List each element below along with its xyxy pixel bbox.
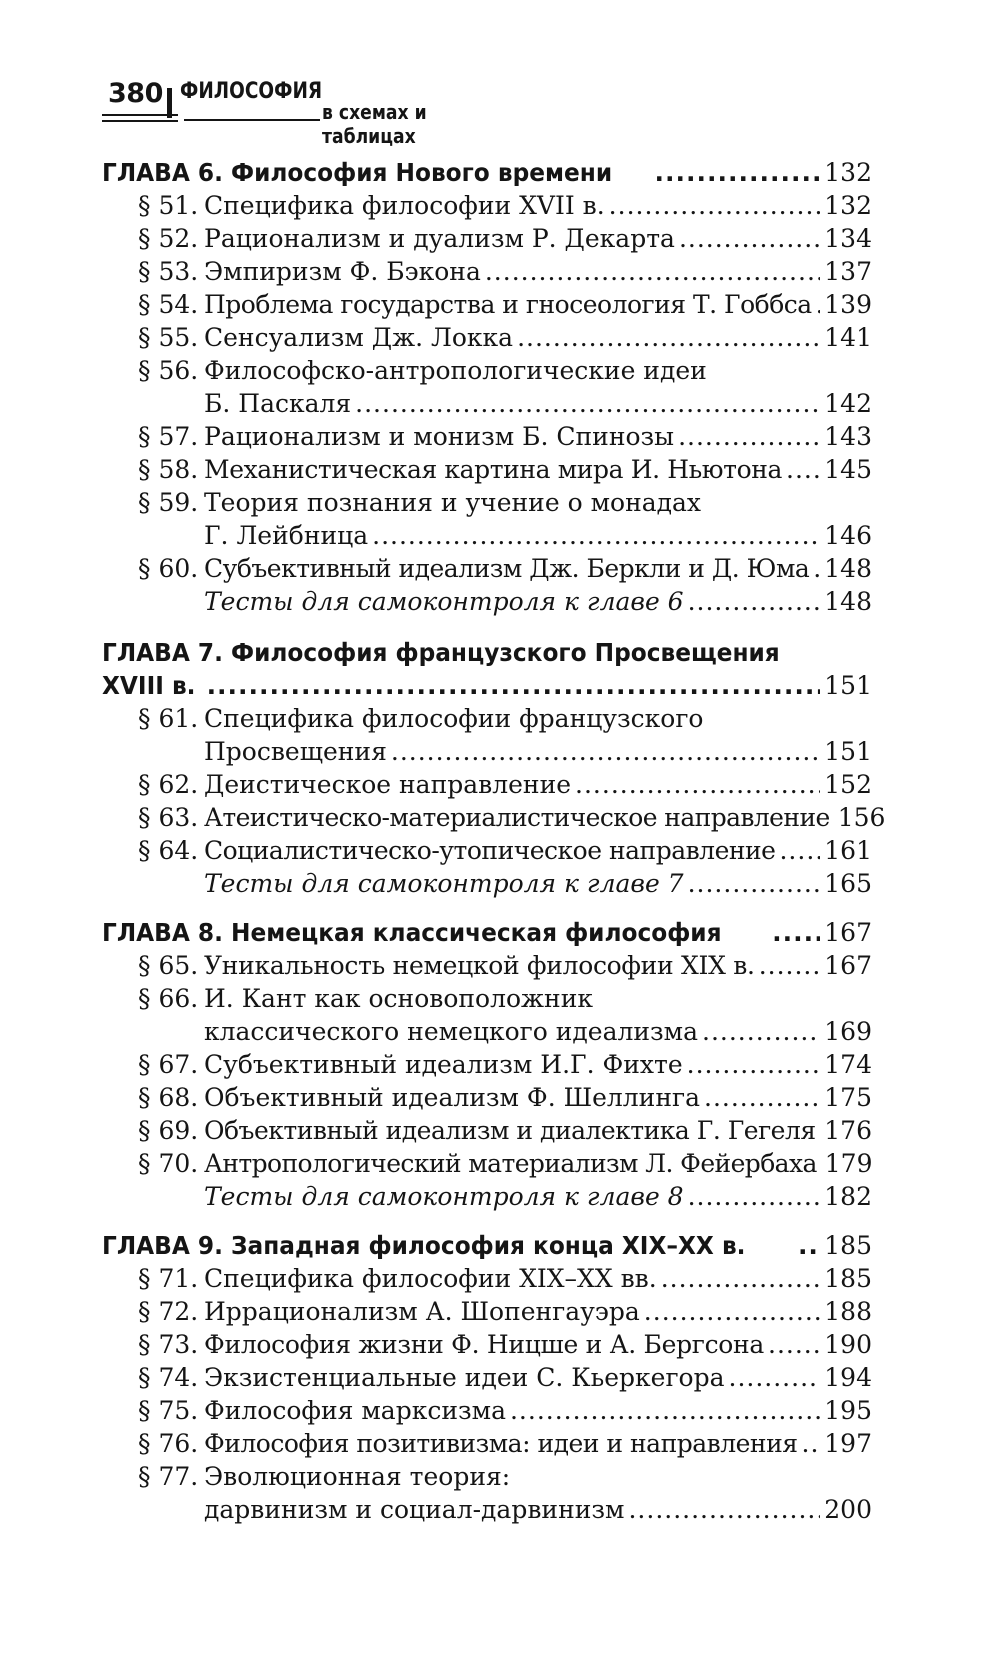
dot-leader xyxy=(702,1015,820,1049)
chapter-title-continued: XVIII в. xyxy=(102,671,196,700)
section-number: § 73. xyxy=(138,1330,199,1359)
dot-leader xyxy=(510,1394,820,1428)
section-title: Рационализм и монизм Б. Спинозы xyxy=(204,422,675,451)
section-number: § 53. xyxy=(138,257,199,286)
section-number: § 68. xyxy=(138,1083,199,1112)
page-ref: 174 xyxy=(824,1050,872,1079)
page-ref: 167 xyxy=(824,918,872,947)
dot-leader xyxy=(644,1295,820,1329)
page-ref: 188 xyxy=(824,1297,872,1326)
section-number: § 55. xyxy=(138,323,199,352)
dot-leader xyxy=(609,189,821,223)
section-title: Объективный идеализм и диалектика Г. Гегеля xyxy=(204,1116,816,1145)
section-number: § 66. xyxy=(138,984,199,1013)
section-title: Философско-антропологические идеи xyxy=(204,356,707,385)
section-number: § 51. xyxy=(138,191,199,220)
dot-leader xyxy=(786,453,820,487)
section-number: § 67. xyxy=(138,1050,199,1079)
page-ref: 165 xyxy=(824,869,872,898)
chapter-title: ГЛАВА 6. Философия Нового времени xyxy=(102,158,613,187)
section-title-continued: Б. Паскаля xyxy=(204,389,352,418)
page-ref: 151 xyxy=(824,737,872,766)
chapter-title: ГЛАВА 9. Западная философия конца XIX–XX в. xyxy=(102,1231,746,1260)
section-title: Социалистическо-утопическое направление xyxy=(204,836,776,865)
dot-leader xyxy=(688,585,821,619)
section-76-entry[interactable] xyxy=(138,1427,872,1461)
book-subtitle: в схемах и таблицах xyxy=(322,100,427,148)
page-ref: 169 xyxy=(824,1017,872,1046)
dot-leader xyxy=(372,519,820,553)
section-number: § 58. xyxy=(138,455,199,484)
page-ref: 194 xyxy=(824,1363,872,1392)
dot-leader xyxy=(813,552,820,586)
chapter-8-tests-entry[interactable] xyxy=(204,1180,872,1214)
page-ref: 132 xyxy=(824,191,872,220)
chapter-9-entry[interactable] xyxy=(102,1229,872,1263)
section-59-continuation[interactable] xyxy=(204,519,872,553)
section-66-entry[interactable] xyxy=(138,982,593,1016)
page-ref: 143 xyxy=(824,422,872,451)
page-ref: 185 xyxy=(824,1231,872,1260)
section-number: § 64. xyxy=(138,836,199,865)
chapter-title: ГЛАВА 8. Немецкая классическая философия xyxy=(102,918,722,947)
section-68-entry[interactable] xyxy=(138,1081,872,1115)
section-title: Деистическое направление xyxy=(204,770,572,799)
section-number: § 63. xyxy=(138,803,199,832)
section-title: Антропологический материализм Л. Фейербаха xyxy=(204,1149,817,1178)
dot-leader xyxy=(661,1262,821,1296)
page-ref: 179 xyxy=(824,1149,873,1178)
section-title: Иррационализм А. Шопенгауэра xyxy=(204,1297,640,1326)
section-title: Проблема государства и гносеология Т. Гоббса xyxy=(204,290,812,319)
section-54-entry[interactable] xyxy=(138,288,872,322)
section-65-entry[interactable] xyxy=(138,949,872,983)
section-74-entry[interactable] xyxy=(138,1361,872,1395)
page-ref: 145 xyxy=(824,455,872,484)
dot-leader xyxy=(759,949,821,983)
dot-leader xyxy=(820,1114,821,1148)
dot-leader xyxy=(207,669,821,703)
page-ref: 139 xyxy=(824,290,872,319)
section-67-entry[interactable] xyxy=(138,1048,872,1082)
section-title: Теория познания и учение о монадах xyxy=(204,488,702,517)
section-title: Эмпиризм Ф. Бэкона xyxy=(204,257,481,286)
page-ref: 148 xyxy=(824,587,872,616)
tests-title: Тесты для самоконтроля к главе 8 xyxy=(204,1182,684,1211)
page-ref: 156 xyxy=(837,803,886,832)
section-title-continued: дарвинизм и социал-дарвинизм xyxy=(204,1495,625,1524)
section-title-continued: Г. Лейбница xyxy=(204,521,369,550)
dot-leader xyxy=(679,222,820,256)
section-56-entry[interactable] xyxy=(138,354,707,388)
page-ref: 142 xyxy=(824,389,872,418)
dot-leader xyxy=(517,321,820,355)
section-66-continuation[interactable] xyxy=(204,1015,872,1049)
dot-leader xyxy=(772,916,820,950)
section-number: § 57. xyxy=(138,422,199,451)
section-77-continuation[interactable] xyxy=(204,1493,872,1527)
section-title: Субъективный идеализм Дж. Беркли и Д. Юма xyxy=(204,554,810,583)
section-69-entry[interactable] xyxy=(138,1114,872,1148)
section-55-entry[interactable] xyxy=(138,321,872,355)
section-number: § 52. xyxy=(138,224,199,253)
section-number: § 54. xyxy=(138,290,199,319)
dot-leader xyxy=(655,156,821,190)
section-56-continuation[interactable] xyxy=(204,387,872,421)
page-number: 380 xyxy=(108,78,163,109)
section-number: § 69. xyxy=(138,1116,199,1145)
section-62-entry[interactable] xyxy=(138,768,872,802)
page-ref: 152 xyxy=(824,770,872,799)
section-number: § 70. xyxy=(138,1149,199,1178)
page-ref: 151 xyxy=(824,671,872,700)
section-64-entry[interactable] xyxy=(138,834,872,868)
page-ref: 185 xyxy=(824,1264,872,1293)
section-58-entry[interactable] xyxy=(138,453,872,487)
page-ref: 167 xyxy=(824,951,872,980)
section-title: Механистическая картина мира И. Ньютона xyxy=(204,455,783,484)
section-title: Специфика философии XIX–XX вв. xyxy=(204,1264,657,1293)
dot-leader xyxy=(678,420,820,454)
section-number: § 71. xyxy=(138,1264,199,1293)
section-63-entry[interactable] xyxy=(138,801,886,835)
page-ref: 161 xyxy=(824,836,872,865)
tests-title: Тесты для самоконтроля к главе 7 xyxy=(204,869,684,898)
section-72-entry[interactable] xyxy=(138,1295,872,1329)
page-ref: 132 xyxy=(824,158,872,187)
tests-title: Тесты для самоконтроля к главе 6 xyxy=(204,587,684,616)
dot-leader xyxy=(816,288,821,322)
section-number: § 59. xyxy=(138,488,199,517)
dot-leader xyxy=(688,867,821,901)
section-number: § 72. xyxy=(138,1297,199,1326)
section-title: Философия позитивизма: идеи и направления xyxy=(204,1429,798,1458)
page-ref: 175 xyxy=(824,1083,872,1112)
section-title: И. Кант как основоположник xyxy=(204,984,593,1013)
section-title: Рационализм и дуализм Р. Декарта xyxy=(204,224,675,253)
page-ref: 200 xyxy=(824,1495,872,1524)
section-57-entry[interactable] xyxy=(138,420,872,454)
page-ref: 195 xyxy=(824,1396,872,1425)
dot-leader xyxy=(687,1048,821,1082)
section-title: Специфика философии XVII в. xyxy=(204,191,605,220)
dot-leader xyxy=(802,1427,821,1461)
dot-leader xyxy=(704,1081,820,1115)
section-59-entry[interactable] xyxy=(138,486,701,520)
section-title: Философия жизни Ф. Ницше и А. Бергсона xyxy=(204,1330,765,1359)
page-ref: 182 xyxy=(824,1182,872,1211)
book-title: ФИЛОСОФИЯ xyxy=(180,79,323,104)
section-number: § 75. xyxy=(138,1396,199,1425)
page-ref: 190 xyxy=(824,1330,872,1359)
section-title: Сенсуализм Дж. Локка xyxy=(204,323,514,352)
section-title: Экзистенциальные идеи С. Кьеркегора xyxy=(204,1363,725,1392)
section-title: Объективный идеализм Ф. Шеллинга xyxy=(204,1083,700,1112)
section-61-entry[interactable] xyxy=(138,702,703,736)
chapter-8-entry[interactable] xyxy=(102,916,872,950)
chapter-7-entry[interactable] xyxy=(102,636,831,670)
section-number: § 61. xyxy=(138,704,199,733)
page-ref: 141 xyxy=(824,323,872,352)
page-ref: 197 xyxy=(824,1429,872,1458)
dot-leader xyxy=(485,255,820,289)
section-70-entry[interactable] xyxy=(138,1147,872,1181)
section-title: Субъективный идеализм И.Г. Фихте xyxy=(204,1050,683,1079)
section-52-entry[interactable] xyxy=(138,222,872,256)
dot-leader xyxy=(575,768,820,802)
section-title: Уникальность немецкой философии XIX в. xyxy=(204,951,755,980)
page-ref: 137 xyxy=(824,257,872,286)
section-77-entry[interactable] xyxy=(138,1460,510,1494)
dot-leader xyxy=(628,1493,820,1527)
dot-leader xyxy=(391,735,820,769)
section-title: Атеистическо-материалистическое направление xyxy=(204,803,830,832)
section-73-entry[interactable] xyxy=(138,1328,872,1362)
section-51-entry[interactable] xyxy=(138,189,872,223)
section-title: Специфика философии французского xyxy=(204,704,704,733)
section-61-continuation[interactable] xyxy=(204,735,872,769)
section-title-continued: Просвещения xyxy=(204,737,387,766)
section-75-entry[interactable] xyxy=(138,1394,872,1428)
section-title: Философия марксизма xyxy=(204,1396,506,1425)
page-ref: 176 xyxy=(824,1116,872,1145)
section-53-entry[interactable] xyxy=(138,255,872,289)
dot-leader xyxy=(729,1361,821,1395)
section-title: Эволюционная теория: xyxy=(204,1462,511,1491)
page-ref: 148 xyxy=(824,554,872,583)
section-title-continued: классического немецкого идеализма xyxy=(204,1017,699,1046)
dot-leader xyxy=(798,1229,820,1263)
section-71-entry[interactable] xyxy=(138,1262,872,1296)
section-number: § 77. xyxy=(138,1462,199,1491)
dot-leader xyxy=(768,1328,820,1362)
dot-leader xyxy=(355,387,820,421)
chapter-title: ГЛАВА 7. Философия французского Просвещения xyxy=(102,638,780,667)
page-ref: 146 xyxy=(824,521,872,550)
section-number: § 76. xyxy=(138,1429,199,1458)
page-ref: 134 xyxy=(824,224,872,253)
dot-leader xyxy=(688,1180,821,1214)
dot-leader xyxy=(779,834,820,868)
section-number: § 56. xyxy=(138,356,199,385)
chapter-6-tests-entry[interactable] xyxy=(204,585,872,619)
section-number: § 74. xyxy=(138,1363,199,1392)
section-60-entry[interactable] xyxy=(138,552,872,586)
chapter-6-entry[interactable] xyxy=(102,156,872,190)
section-number: § 62. xyxy=(138,770,199,799)
chapter-7-tests-entry[interactable] xyxy=(204,867,872,901)
section-number: § 60. xyxy=(138,554,199,583)
section-number: § 65. xyxy=(138,951,199,980)
chapter-7-continuation[interactable] xyxy=(102,669,872,703)
